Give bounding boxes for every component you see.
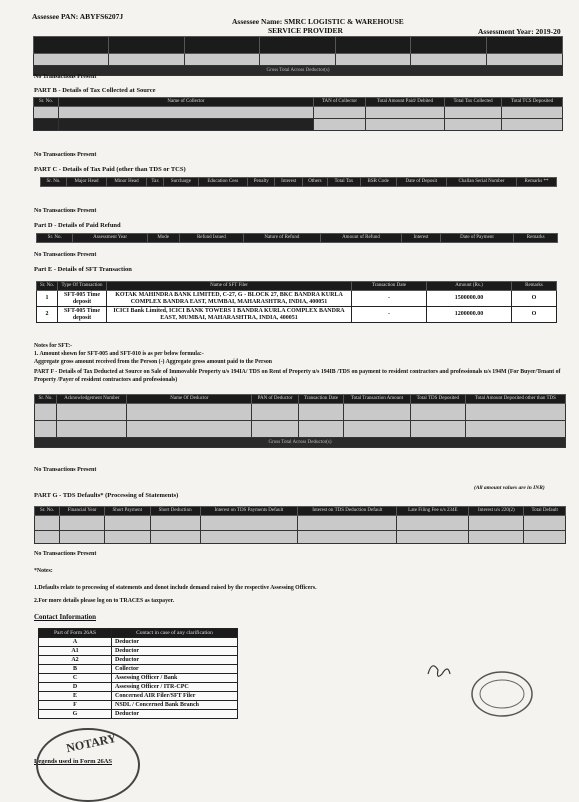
- signature-and-seal: [420, 650, 540, 730]
- notes-2: 2.For more details please log on to TRACES as taxpayer.: [34, 598, 175, 604]
- contact-title: Contact Information: [34, 613, 97, 621]
- assessee-pan: Assessee PAN: ABYFS6207J: [32, 12, 124, 21]
- seal-mark: [472, 672, 532, 716]
- part-d-table: Sr. No. Assessment Year Mode Refund Issued Nature of Refund Amount of Refund Interest Date of Payment Remarks: [36, 233, 558, 243]
- sft-notes-line2: Aggregate gross amount received from the Person (-) Aggregate gross amount paid to the Person: [34, 359, 272, 365]
- part-e-title: Part E - Details of SFT Transaction: [34, 266, 132, 273]
- part-a-empty: No Transactions Present: [34, 74, 97, 80]
- notary-stamp-text: NOTARY: [64, 730, 118, 756]
- notes-title: *Notes:: [34, 568, 53, 574]
- part-a-table: [33, 36, 563, 76]
- part-f-table: Sr. No. Acknowledgement Number Name Of Deductor PAN of Deductor Transaction Date Total Transaction Amount Total TDS Deposited Total Amount Deposited other than TDS Gross Total Across Deductor(s): [34, 394, 566, 448]
- sft-row: 1 SFT-005 Time deposit KOTAK MAHINDRA BANK LIMITED, C-27, G - BLOCK 27, BKC BANDRA KURLA COMPLEX BANDRA EAST, MUMBAI, MAHARASHTRA, INDIA, 400051 - 1500000.00 O: [37, 291, 557, 307]
- part-b-empty: No Transactions Present: [34, 152, 97, 158]
- part-d-title: Part D - Details of Paid Refund: [34, 222, 121, 229]
- part-c-title: PART C - Details of Tax Paid (other than TDS or TCS): [34, 166, 186, 173]
- contact-table: Part of Form 26AS Contact in case of any clarification A Deductor A1 Deductor A2 Deductor B Collector C Assessing Officer / Bank D Assessing Officer / ITR-CPC E Concerned AIR Filer/SFT Filer F NSDL / Concerned Bank Branch G Deductor: [38, 628, 238, 719]
- seal-inner-mark: [480, 680, 524, 708]
- part-e-table: Sr. No. Type Of Transaction Name of SFT Filer Transaction Date Amount (Rs.) Remarks 1 SFT-005 Time deposit KOTAK MAHINDRA BANK LIMITED, C-27, G - BLOCK 27, BKC BANDRA KURLA COMPLEX BANDRA EAST, MUMBAI, MAHARASHTRA, INDIA, 400051 - 1500000.00 O 2 SFT-005 Time deposit ICICI Bank Limited, ICICI BANK TOWERS 1 BANDRA KURLA COMPLEX BANDRA EAST, MUMBAI, MAHARASHTRA, INDIA, 400051 - 1200000.00 O: [36, 281, 557, 323]
- sft-row: 2 SFT-005 Time deposit ICICI Bank Limited, ICICI BANK TOWERS 1 BANDRA KURLA COMPLEX BANDRA EAST, MUMBAI, MAHARASHTRA, INDIA, 400051 - 1200000.00 O: [37, 307, 557, 323]
- part-g-title: PART G - TDS Defaults* (Processing of Statements): [34, 492, 179, 499]
- part-c-table: Sr. No. Major Head Minor Head Tax Surcharge Education Cess Penalty Interest Others Total Tax BSR Code Date of Deposit Challan Serial Number Remarks **: [40, 177, 557, 187]
- sft-notes-line1: 1. Amount shown for SFT-005 and SFT-010 is as per below formula:-: [34, 351, 204, 357]
- notes-1: 1.Defaults relate to processing of statements and donot include demand raised by the respective Assessing Officers.: [34, 585, 317, 591]
- signature-mark: [428, 666, 450, 676]
- sft-notes-title: Notes for SFT:-: [34, 343, 73, 349]
- part-f-title: PART F - Details of Tax Deducted at Source on Sale of Immovable Property u/s 194IA/ TDS on Rent of Property u/s 194IB /TDS on payment to resident contractors and professionals u/s 194M (For Buyer/Tenant of Property /Payer of resident contractors and professionals): [34, 369, 561, 383]
- notary-stamp: [36, 728, 140, 802]
- assessee-name: Assessee Name: SMRC LOGISTIC & WAREHOUSE: [232, 17, 404, 26]
- part-b-table: Sr. No. Name of Collector TAN of Collector Total Amount Paid/ Debited Total Tax Collected Total TCS Deposited: [33, 97, 563, 131]
- part-a-total: Gross Total Across Deductor(s): [34, 66, 563, 76]
- legend-text: Legends used in Form 26AS: [34, 758, 113, 765]
- assessment-year: Assessment Year: 2019-20: [478, 27, 561, 36]
- assessee-name-line2: SERVICE PROVIDER: [268, 26, 343, 35]
- part-f-empty: No Transactions Present: [34, 467, 97, 473]
- part-b-title: PART B - Details of Tax Collected at Source: [34, 87, 156, 94]
- amount-note: (All amount values are in INR): [474, 485, 545, 491]
- part-f-total: Gross Total Across Deductor(s): [35, 438, 566, 448]
- part-d-empty: No Transactions Present: [34, 252, 97, 258]
- part-g-table: Sr. No. Financial Year Short Payment Short Deduction Interest on TDS Payments Default Interest on TDS Deduction Default Late Filing Fee u/s 234E Interest u/s 220(2) Total Default: [34, 506, 566, 544]
- part-g-empty: No Transactions Present: [34, 551, 97, 557]
- part-c-empty: No Transactions Present: [34, 208, 97, 214]
